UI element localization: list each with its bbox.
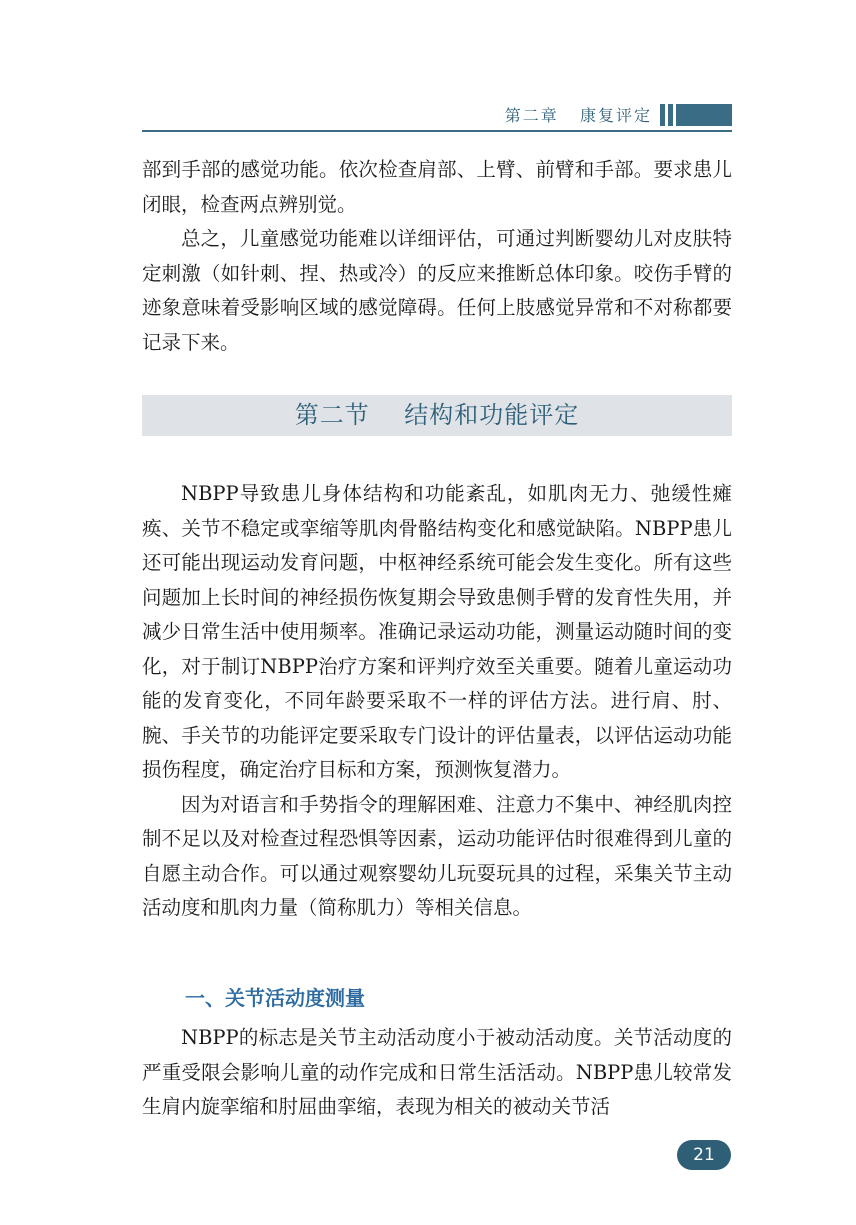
- subsection-text: [142, 1021, 732, 1125]
- running-header: [142, 104, 732, 130]
- intro-text: [142, 153, 732, 360]
- paragraph: 总之，儿童感觉功能难以详细评估，可通过判断婴幼儿对皮肤特定刺激（如针刺、捏、热或冷）的反应来推断总体印象。咬伤手臂的迹象意味着受影响区域的感觉障碍。任何上肢感觉异常和不对称都要记录下来。: [142, 227, 732, 354]
- section-title: 结构和功能评定: [404, 401, 580, 429]
- chapter-title: 康复评定: [579, 106, 652, 125]
- paragraph: NBPP导致患儿身体结构和功能紊乱，如肌肉无力、弛缓性瘫痪、关节不稳定或挛缩等肌肉骨骼结构变化和感觉缺陷。NBPP患儿还可能出现运动发育问题，中枢神经系统可能会发生变化。所有这些问题加上长时间的神经损伤恢复期会导致患侧手臂的发育性失用，并减少日常生活中使用频率。准确记录运动功能，测量运动随时间的变化，对于制订NBPP治疗方案和评判疗效至关重要。随着儿童运动功能的发育变化，不同年龄要采取不一样的评估方法。进行肩、肘、腕、手关节的功能评定要采取专门设计的评估量表，以评估运动功能损伤程度，确定治疗目标和方案，预测恢复潜力。: [142, 482, 732, 781]
- section-number: 第二节: [294, 401, 370, 429]
- header-decoration: [660, 104, 732, 126]
- page-number: 21: [677, 1140, 731, 1170]
- paragraph: 因为对语言和手势指令的理解困难、注意力不集中、神经肌肉控制不足以及对检查过程恐惧等因素，运动功能评估时很难得到儿童的自愿主动合作。可以通过观察婴幼儿玩耍玩具的过程，采集关节主动活动度和肌肉力量（简称肌力）等相关信息。: [142, 792, 732, 919]
- chapter-number: 第二章: [504, 106, 559, 125]
- running-header-text: [505, 104, 652, 128]
- section-heading: [142, 395, 732, 436]
- paragraph: 部到手部的感觉功能。依次检查肩部、上臂、前臂和手部。要求患儿闭眼，检查两点辨别觉。: [142, 158, 732, 216]
- paragraph: NBPP的标志是关节主动活动度小于被动活动度。关节活动度的严重受限会影响儿童的动作完成和日常生活活动。NBPP患儿较常发生肩内旋挛缩和肘屈曲挛缩，表现为相关的被动关节活: [142, 1026, 732, 1118]
- subsection-heading: 一、关节活动度测量: [185, 986, 365, 1010]
- section-text: [142, 477, 732, 926]
- header-rule: [142, 130, 732, 132]
